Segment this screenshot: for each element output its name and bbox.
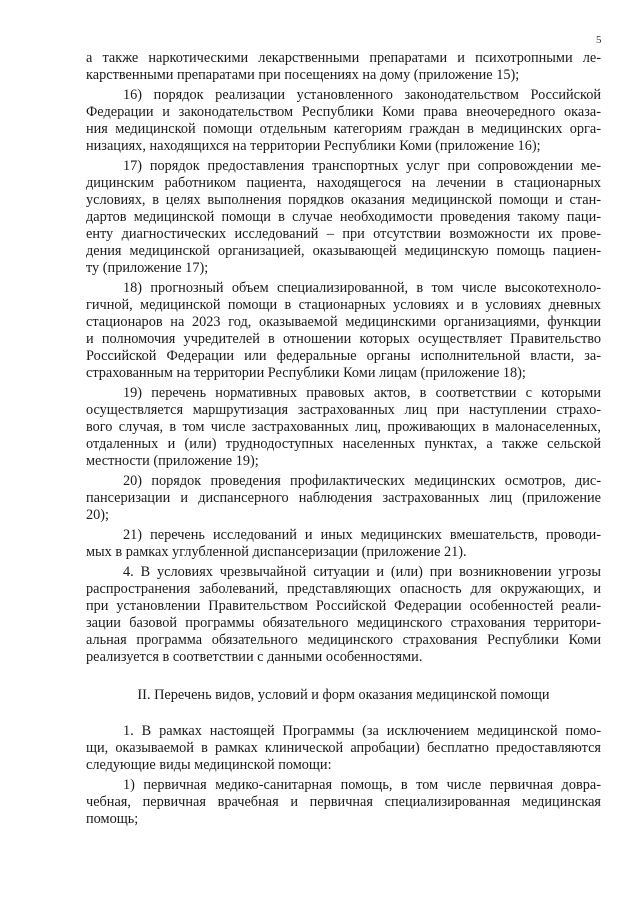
text-line: следующие виды медицинской помощи: — [86, 757, 332, 773]
text-line: гичной, медицинской помощи в стационарных условиях и в условиях дневных — [86, 297, 601, 313]
text-line: щи, оказываемой в рамках клинической апробации) бесплатно предоставляются — [86, 740, 601, 756]
text-line: помощь; — [86, 811, 139, 827]
text-line: страхованным на территории Республики Коми лицам (приложение 18); — [86, 365, 526, 381]
text-line: низациях, находящихся на территории Республики Коми (приложение 16); — [86, 138, 541, 154]
text-line: 1. В рамках настоящей Программы (за исключением медицинской помо- — [123, 723, 601, 739]
paragraph — [86, 777, 601, 828]
paragraph — [86, 527, 601, 561]
text-line: 16) порядок реализации установленного законодательством Российской — [123, 87, 601, 103]
text-line: 21) перечень исследований и иных медицинских вмешательств, проводи- — [123, 527, 601, 543]
text-line: дения медицинской организацией, оказывающей медицинскую помощь пациен- — [86, 243, 601, 259]
text-line: 18) прогнозный объем специализированной, в том числе высокотехноло- — [123, 280, 601, 296]
text-line: распространения заболеваний, представляющих опасность для окружающих, и — [86, 581, 601, 597]
text-line: чебная, первичная врачебная и первичная специализированная медицинская — [86, 794, 601, 810]
text-line: пансеризации и диспансерного наблюдения застрахованных лиц (приложение — [86, 490, 601, 506]
text-line: и полномочия учредителей в отношении которых осуществляет Правительство — [86, 331, 601, 347]
text-line: осуществляется маршрутизация застрахованных лиц при наступлении страхо- — [86, 402, 601, 418]
section-heading: II. Перечень видов, условий и форм оказания медицинской помощи — [137, 687, 550, 703]
paragraph — [86, 50, 601, 84]
text-line: вого случая, в том числе застрахованных лиц, проживающих в малонаселенных, — [86, 419, 601, 435]
paragraph-gap — [86, 828, 601, 831]
text-line: 17) порядок предоставления транспортных услуг при сопровождении ме- — [123, 158, 601, 174]
text-line: стационаров на 2023 год, оказываемой медицинскими организациями, функции — [86, 314, 601, 330]
text-line: зации базовой программы обязательного медицинского страхования территори- — [86, 615, 601, 631]
paragraph-gap — [86, 666, 601, 669]
paragraph — [86, 385, 601, 470]
text-line: 20); — [86, 507, 110, 523]
text-line: ния медицинской помощи отдельным категориям граждан в медицинских орга- — [86, 121, 601, 137]
text-line: Федерации и законодательством Республики Коми права внеочередного оказа- — [86, 104, 601, 120]
paragraph — [86, 564, 601, 666]
text-line: при установлении Правительством Российской Федерации особенностей реали- — [86, 598, 601, 614]
text-line: 1) первичная медико-санитарная помощь, в том числе первичная довра- — [123, 777, 601, 793]
text-line: карственными препаратами при посещениях на дому (приложение 15); — [86, 67, 520, 83]
text-line: мых в рамках углубленной диспансеризации (приложение 21). — [86, 544, 467, 560]
text-line: а также наркотическими лекарственными препаратами и психотропными ле- — [86, 50, 601, 66]
page-number: 5 — [596, 34, 602, 46]
text-line: альная программа обязательного медицинского страхования Республики Коми — [86, 632, 601, 648]
paragraph — [86, 280, 601, 382]
paragraph — [86, 473, 601, 524]
text-line: отдаленных и (или) труднодоступных населенных пунктах, а также сельской — [86, 436, 601, 452]
text-line: местности (приложение 19); — [86, 453, 259, 469]
paragraph — [86, 158, 601, 277]
text-line: ту (приложение 17); — [86, 260, 209, 276]
text-line: дартов медицинской помощи в случае необходимости проведения такому паци- — [86, 209, 601, 225]
text-line: 4. В условиях чрезвычайной ситуации и (или) при возникновении угрозы — [123, 564, 601, 580]
paragraph — [86, 87, 601, 155]
text-line: Российской Федерации или федеральные органы исполнительной власти, за- — [86, 348, 601, 364]
text-line: 19) перечень нормативных правовых актов, в соответствии с которыми — [123, 385, 601, 401]
document-text — [86, 50, 601, 831]
text-line: дицинским работником пациента, находящегося на лечении в стационарных — [86, 175, 601, 191]
text-line: енту диагностических исследований – при отсутствии возможности их прове- — [86, 226, 601, 242]
text-line: 20) порядок проведения профилактических медицинских осмотров, дис- — [123, 473, 601, 489]
text-line: условиях, в целях выполнения порядков оказания медицинской помощи и стан- — [86, 192, 601, 208]
paragraph — [86, 723, 601, 774]
text-line: реализуется в соответствии с данными особенностями. — [86, 649, 423, 665]
